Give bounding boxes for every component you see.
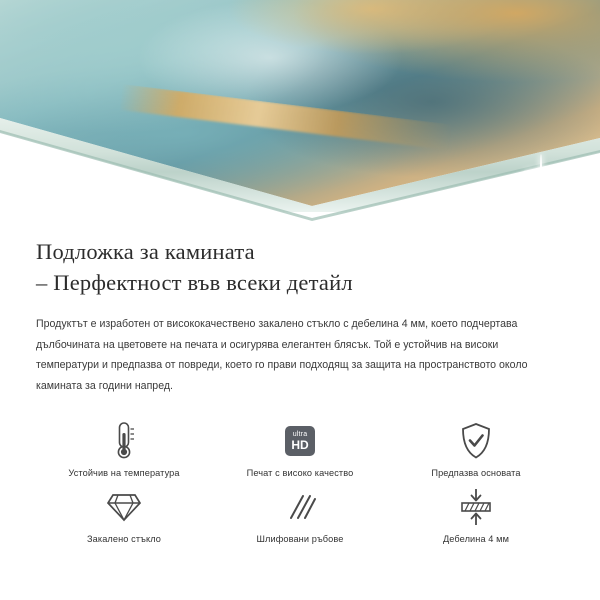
content-area [0,236,600,544]
page-title-line-1: Подложка за камината [36,239,255,264]
polished-edges-icon [283,484,317,530]
feature-item-tempered-glass [36,484,212,544]
page-title [36,236,564,298]
feature-label: Закалено стъкло [87,534,161,544]
ultra-hd-badge-bottom: HD [291,438,309,452]
product-description: Продуктът е изработен от висококачествено закалено стъкло с дебелина 4 мм, което подчертава дълбочината на цветовете на печата и осигурява елегантен блясък. Той е устойчив на високи температури и предпазва от повреди, което го прави подходящ за защита на пространството около камината за години напред. [36,318,528,392]
feature-item-polished-edges [212,484,388,544]
thickness-arrows-icon [456,484,496,530]
feature-item-thickness [388,484,564,544]
feature-item-temperature [36,418,212,478]
feature-item-print-quality [212,418,388,478]
feature-label: Устойчив на температура [68,468,180,478]
diamond-icon [106,484,142,530]
feature-label: Печат с високо качество [246,468,354,478]
feature-label: Дебелина 4 мм [442,534,509,544]
page-title-line-2: – Перфектност във всеки детайл [36,270,353,295]
feature-item-surface-protection [388,418,564,478]
ultra-hd-icon [285,418,315,464]
thermometer-icon [111,418,137,464]
ultra-hd-badge-top: ultra [292,431,308,438]
hero-product-image [0,0,600,222]
feature-grid [36,418,564,544]
feature-label: Предпазва основата [431,468,521,478]
feature-label: Шлифовани ръбове [256,534,344,544]
shield-check-icon [460,418,492,464]
